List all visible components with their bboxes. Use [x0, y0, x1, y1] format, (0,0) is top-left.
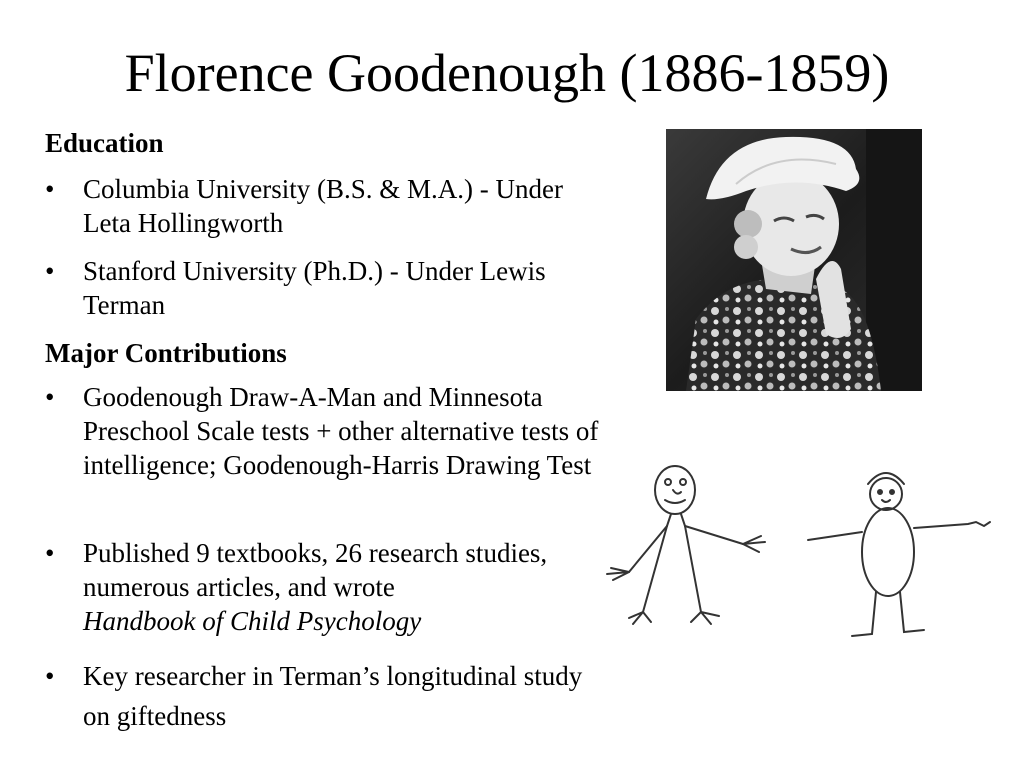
bullet-text: Key researcher in Terman’s longitudinal study on giftedness — [83, 661, 583, 731]
child-drawing-oval-figure — [800, 462, 1000, 642]
bullet-item-draw-a-man — [45, 380, 605, 482]
bullet-item-stanford — [45, 254, 605, 322]
bullet-dot: • — [45, 382, 55, 412]
bullet-item-publications — [45, 536, 605, 638]
publications-text: Published 9 textbooks, 26 research studies, numerous articles, and wrote — [83, 538, 548, 602]
bullet-item-terman-study — [45, 656, 605, 736]
book-title: Handbook of Child Psychology — [83, 606, 422, 636]
slide-title: Florence Goodenough (1886-1859) — [124, 43, 890, 103]
bullet-text — [83, 536, 605, 638]
section-heading-major-contributions: Major Contributions — [45, 338, 287, 368]
bullet-text: Columbia University (B.S. & M.A.) - Under Leta Hollingworth — [83, 174, 563, 238]
bullet-dot: • — [45, 661, 55, 691]
bullet-dot: • — [45, 538, 55, 568]
bullet-text: Goodenough Draw-A-Man and Minnesota Preschool Scale tests + other alternative tests of intelligence; Goodenough-Harris Drawing Test — [83, 382, 599, 480]
bullet-dot: • — [45, 174, 55, 204]
bullet-text: Stanford University (Ph.D.) - Under Lewis Terman — [83, 256, 546, 320]
section-heading-education: Education — [45, 128, 164, 158]
bullet-item-columbia — [45, 172, 605, 240]
bullet-dot: • — [45, 256, 55, 286]
portrait-photo — [666, 129, 922, 391]
child-drawing-figure — [593, 462, 783, 642]
